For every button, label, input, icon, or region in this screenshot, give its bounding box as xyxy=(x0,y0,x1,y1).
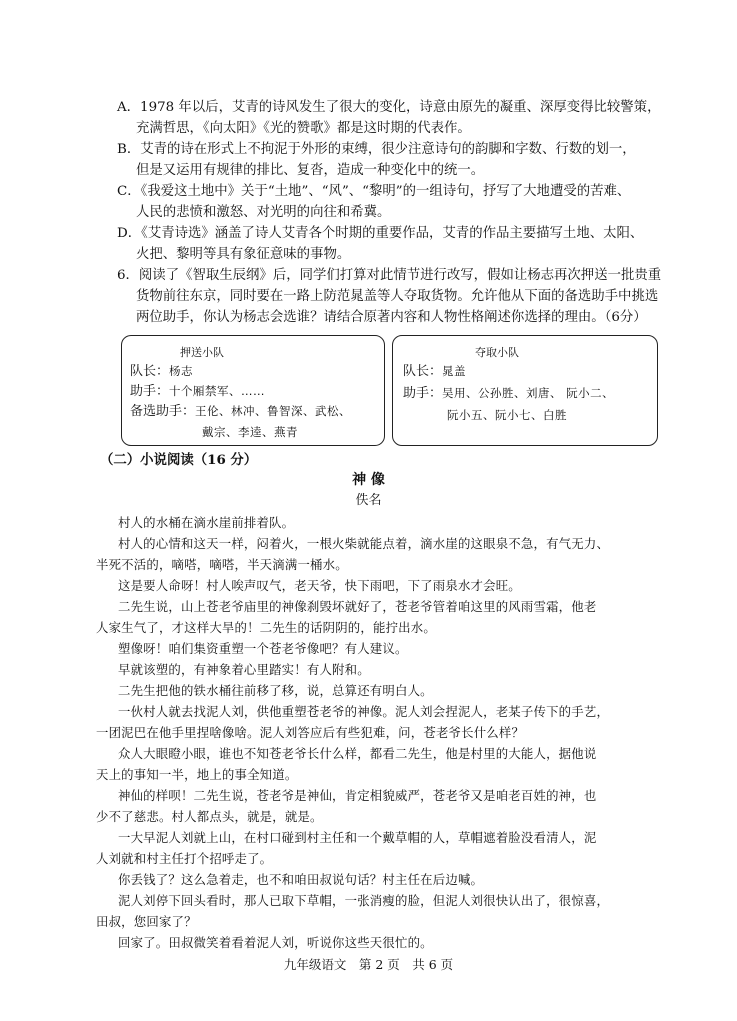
story-line: 少不了慈悲。村人都点头，就是，就是。 xyxy=(96,809,323,824)
story-author: 佚名 xyxy=(355,493,382,508)
story-title: 神 像 xyxy=(352,472,385,488)
page-footer: 九年级语文 第 2 页 共 6 页 xyxy=(283,957,454,972)
option-a-line-1: A．1978 年以后，艾青的诗风发生了很大的变化，诗意由原先的凝重、深厚变得比较警策， xyxy=(117,100,661,115)
story-line: 村人的水桶在滴水崖前排着队。 xyxy=(118,515,295,530)
seize-helpers-label: 助手： xyxy=(403,386,443,401)
story-line: 塑像呀！咱们集资重塑一个苍老爷像吧？有人建议。 xyxy=(118,641,408,656)
question-6-line-3: 两位助手，你认为杨志会选谁？请结合原著内容和人物性格阐述你选择的理由。（6分） xyxy=(136,310,647,325)
escort-candidates-row-2 xyxy=(202,423,298,442)
question-6-line-1: 6．阅读了《智取生辰纲》后，同学们打算对此情节进行改写，假如让杨志再次押送一批贵重 xyxy=(117,268,662,283)
section-heading: （二）小说阅读（16 分） xyxy=(100,452,258,468)
story-line: 半死不活的，嘀嗒，嘀嗒，半天滴满一桶水。 xyxy=(96,557,348,572)
story-line: 人刘就和村主任打个招呼走了。 xyxy=(96,851,273,866)
seize-captain-row xyxy=(403,362,466,381)
story-line: 一伙村人就去找泥人刘，供他重塑苍老爷的神像。泥人刘会捏泥人，老某子传下的手艺， xyxy=(118,704,610,719)
escort-candidates-value-1: 王伦、林冲、鲁智深、武松、 xyxy=(195,404,352,418)
seize-captain-label: 队长： xyxy=(403,364,443,379)
seize-helpers-row xyxy=(403,384,614,403)
seize-helpers-row-2 xyxy=(447,406,567,425)
story-line: 这是要人命呀！村人唉声叹气，老天爷，快下雨吧，下了雨泉水才会旺。 xyxy=(118,578,521,593)
story-line: 神仙的样呗！二先生说，苍老爷是神仙，肯定相貌威严，苍老爷又是咱老百姓的神，也 xyxy=(118,788,597,803)
seize-team-title: 夺取小队 xyxy=(475,346,519,359)
story-line: 二先生把他的铁水桶往前移了移，说，总算还有明白人。 xyxy=(118,683,433,698)
escort-team-title: 押送小队 xyxy=(180,346,224,359)
story-line: 一团泥巴在他手里捏啥像啥。泥人刘答应后有些犯难，问，苍老爷长什么样？ xyxy=(96,725,525,740)
story-line: 人家生气了，才这样大旱的！二先生的话阴阴的，能拧出水。 xyxy=(96,620,436,635)
story-line: 你丢钱了？这么急着走，也不和咱田叔说句话？村主任在后边喊。 xyxy=(118,872,484,887)
seize-captain-value: 晁盖 xyxy=(442,364,467,378)
escort-team-box xyxy=(121,335,385,446)
option-d-line-1: D．《艾青诗选》涵盖了诗人艾青各个时期的重要作品，艾青的作品主要描写土地、太阳、 xyxy=(117,226,644,241)
escort-candidates-row xyxy=(130,402,351,421)
escort-helper-value: 十个厢禁军、…… xyxy=(169,384,266,398)
escort-captain-value: 杨志 xyxy=(169,364,194,378)
escort-candidates-label: 备选助手： xyxy=(130,404,196,419)
option-c-line-1: C．《我爱这土地中》关于“土地”、“风”、“黎明”的一组诗句，抒写了大地遭受的苦难、 xyxy=(117,184,631,199)
seize-helpers-value-2: 阮小五、阮小七、白胜 xyxy=(447,408,567,422)
option-b-line-1: B．艾青的诗在形式上不拘泥于外形的束缚，很少注意诗句的韵脚和字数、行数的划一， xyxy=(117,142,636,157)
question-6-line-2: 货物前往东京，同时要在一路上防范晁盖等人夺取货物。允许他从下面的备选助手中挑选 xyxy=(136,289,659,304)
option-c-line-2: 人民的悲愤和激怒、对光明的向往和希冀。 xyxy=(136,205,391,220)
escort-helper-row xyxy=(130,382,265,401)
option-d-line-2: 火把、黎明等具有象征意味的事物。 xyxy=(136,247,351,262)
story-line: 回家了。田叔微笑着看着泥人刘，听说你这些天很忙的。 xyxy=(118,935,433,950)
seize-helpers-value-1: 吴用、公孙胜、刘唐、 阮小二、 xyxy=(442,386,615,400)
seize-team-box xyxy=(392,335,658,446)
escort-helper-label: 助手： xyxy=(130,384,170,399)
escort-captain-label: 队长： xyxy=(130,364,170,379)
story-line: 早就该塑的，有神象着心里踏实！有人附和。 xyxy=(118,662,370,677)
story-line: 村人的心情和这天一样，闷着火，一根火柴就能点着，滴水崖的这眼泉不急，有气无力、 xyxy=(118,536,610,551)
escort-captain-row xyxy=(130,362,193,381)
story-line: 天上的事知一半，地上的事全知道。 xyxy=(96,767,298,782)
story-line: 泥人刘停下回头看时，那人已取下草帽，一张消瘦的脸，但泥人刘很快认出了，很惊喜， xyxy=(118,893,610,908)
option-b-line-2: 但是又运用有规律的排比、复沓，造成一种变化中的统一。 xyxy=(136,163,485,178)
escort-candidates-value-2: 戴宗、李逵、燕青 xyxy=(202,425,298,439)
story-line: 田叔，您回家了？ xyxy=(96,914,197,929)
story-line: 众人大眼瞪小眼，谁也不知苍老爷长什么样，都看二先生，他是村里的大能人，据他说 xyxy=(118,746,597,761)
story-line: 一大早泥人刘就上山，在村口碰到村主任和一个戴草帽的人，草帽遮着脸没看清人，泥 xyxy=(118,830,597,845)
story-line: 二先生说，山上苍老爷庙里的神像刹毁坏就好了，苍老爷管着咱这里的风雨雪霜，他老 xyxy=(118,599,597,614)
option-a-line-2: 充满哲思，《向太阳》《光的赞歌》都是这时期的代表作。 xyxy=(136,121,471,136)
